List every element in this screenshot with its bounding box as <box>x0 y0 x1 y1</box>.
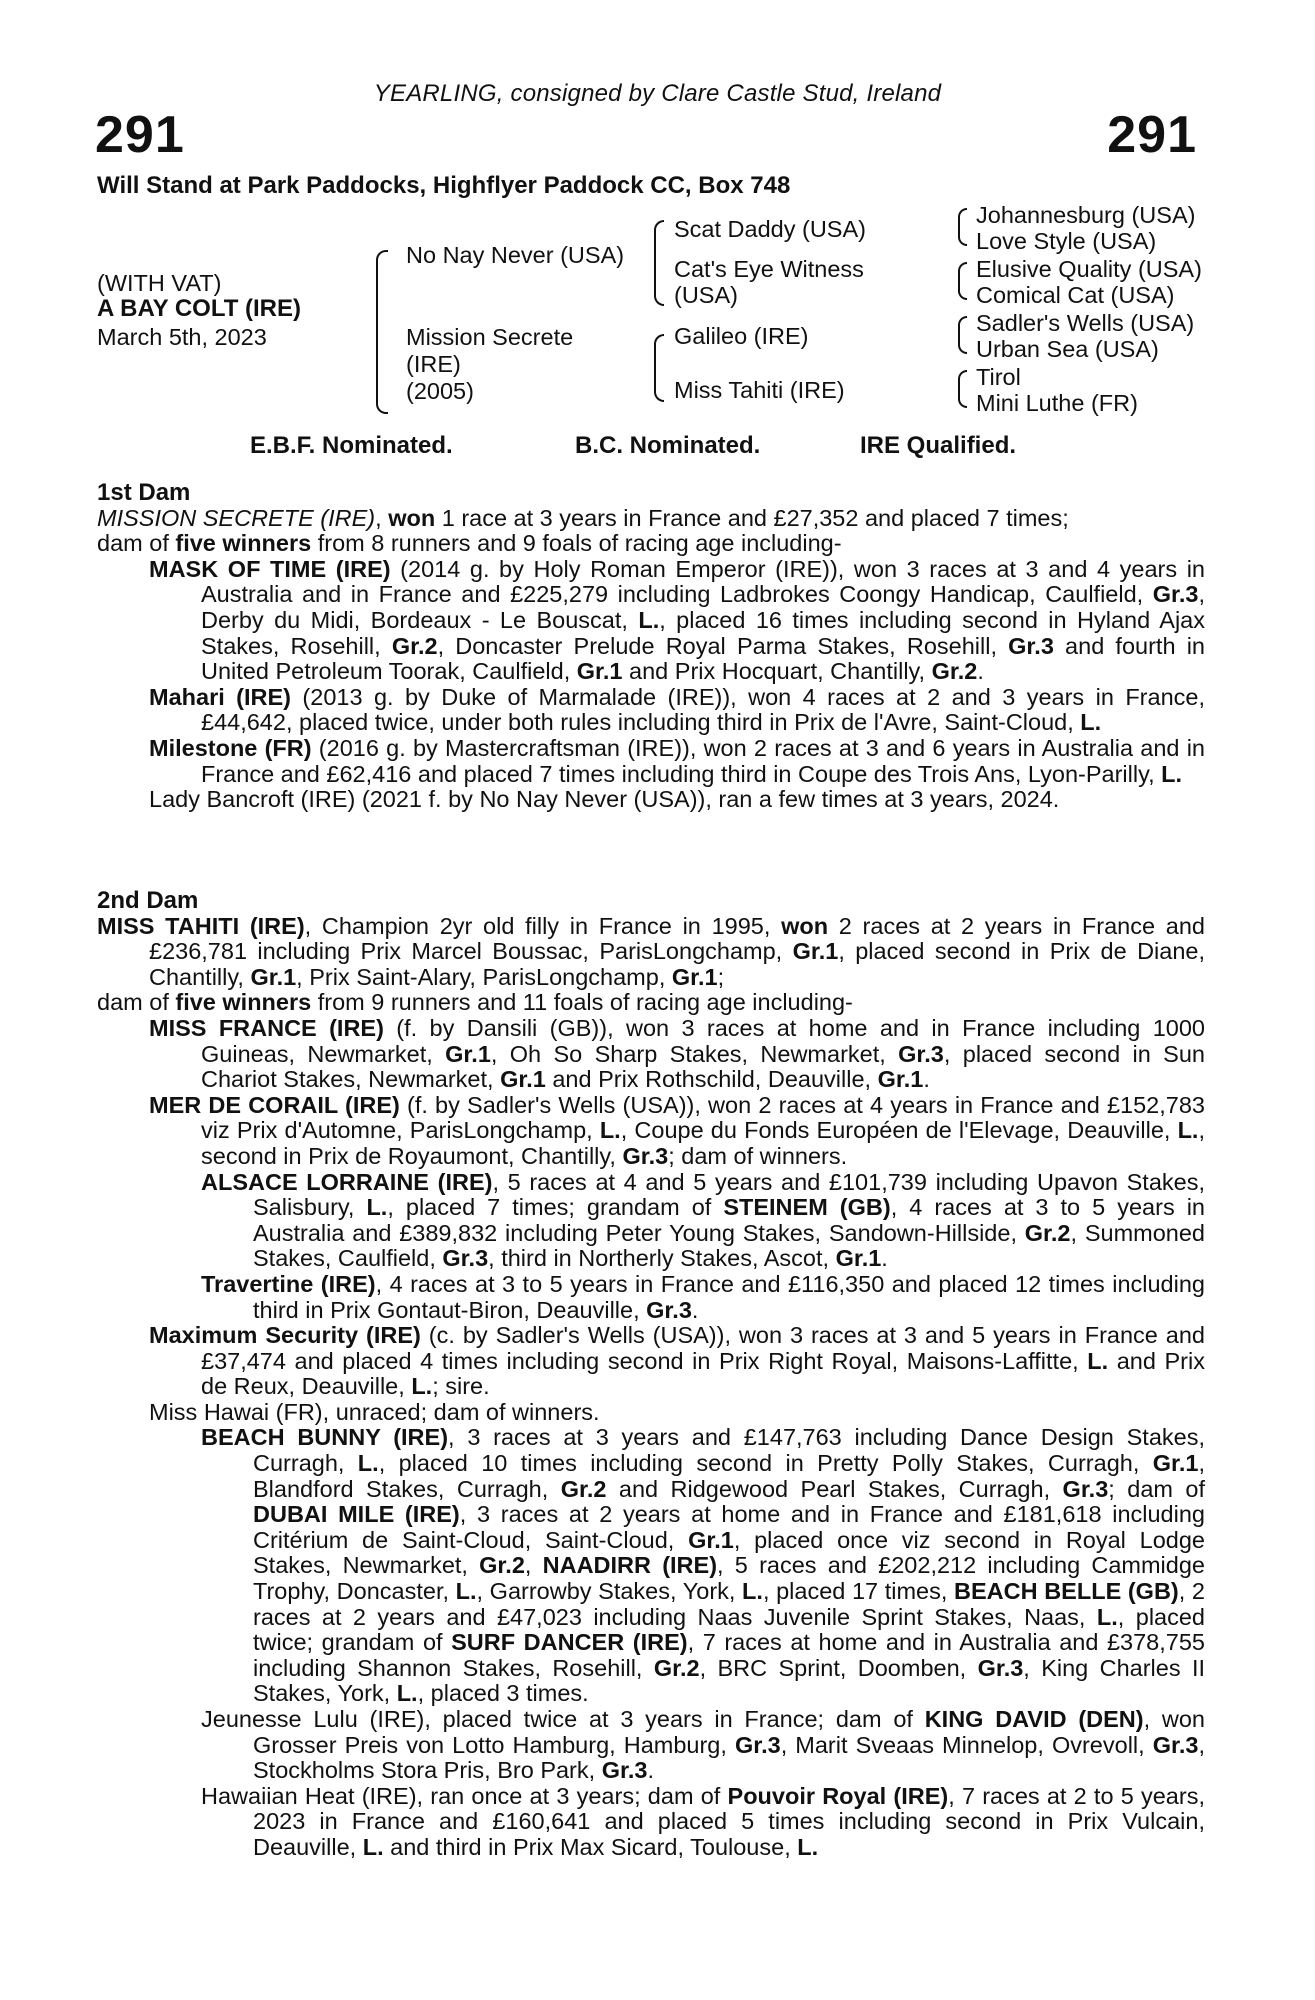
sire-name: No Nay Never (USA) <box>406 242 625 268</box>
sire-sire: Scat Daddy (USA) <box>674 216 866 242</box>
vat-note: (WITH VAT) <box>97 270 222 296</box>
dam-sire: Galileo (IRE) <box>674 323 809 349</box>
sire-dam-country: (USA) <box>674 282 738 308</box>
grandsire-3: Sadler's Wells (USA) <box>976 310 1195 336</box>
produce-miss-hawai: Miss Hawai (FR), unraced; dam of winners. <box>149 1398 600 1425</box>
sire-dam: Cat's Eye Witness <box>674 256 864 282</box>
pedigree-bracket-g4 <box>958 370 967 408</box>
dam-year: (2005) <box>406 378 474 404</box>
dam-name: Mission Secrete <box>406 324 574 350</box>
lot-number-left: 291 <box>95 106 185 164</box>
pedigree-bracket-parents <box>376 250 388 414</box>
first-dam-heading: 1st Dam <box>97 479 191 506</box>
ire-qualified: IRE Qualified. <box>860 432 1017 459</box>
produce-jeunesse-lulu: Jeunesse Lulu (IRE), placed twice at 3 years in France; dam of KING DAVID (DEN), won Grosser Preis von Lotto Hamburg, Hamburg, Gr.3, Marit Sveaas Minnelop, Ovrevoll, Gr.3, Stockholms Stora Pris, Bro Park, Gr.3. <box>201 1706 1205 1784</box>
produce-travertine: Travertine (IRE), 4 races at 3 to 5 years in France and £116,350 and placed 12 times including third in Prix Gontaut-Biron, Deauville, Gr.3. <box>201 1270 1205 1323</box>
granddam-1: Love Style (USA) <box>976 228 1157 254</box>
granddam-3: Urban Sea (USA) <box>976 336 1159 362</box>
pedigree-bracket-dam <box>654 334 664 402</box>
granddam-2: Comical Cat (USA) <box>976 282 1175 308</box>
pedigree-bracket-g3 <box>958 316 967 354</box>
grandsire-4: Tirol <box>976 364 1021 390</box>
produce-hawaiian-heat: Hawaiian Heat (IRE), ran once at 3 years; dam of Pouvoir Royal (IRE), 7 races at 2 to 5 years, 2023 in France and £160,641 and placed 5 times including second in Prix Vulcain, Deauville, L. and third in Prix Max Sicard, Toulouse, L. <box>201 1782 1205 1860</box>
grandsire-2: Elusive Quality (USA) <box>976 256 1202 282</box>
produce-miss-france: MISS FRANCE (IRE) (f. by Dansili (GB)), won 3 races at home and in France including 1000 Guineas, Newmarket, Gr.1, Oh So Sharp Stakes, Newmarket, Gr.3, placed second in Sun Chariot Stakes, Newmarket, Gr.1 and Prix Rothschild, Deauville, Gr.1. <box>149 1014 1205 1093</box>
granddam-4: Mini Luthe (FR) <box>976 390 1138 416</box>
grandsire-1: Johannesburg (USA) <box>976 202 1196 228</box>
first-dam-produce-summary: dam of five winners from 8 runners and 9 foals of racing age including- <box>97 530 842 557</box>
produce-mask-of-time: MASK OF TIME (IRE) (2014 g. by Holy Roman Emperor (IRE)), won 3 races at 3 and 4 years in Australia and in France and £225,279 including Ladbrokes Coongy Handicap, Caulfield, Gr.3, Derby du Midi, Bordeaux - Le Bouscat, L., placed 16 times including second in Hyland Ajax Stakes, Rosehill, Gr.2, Doncaster Prelude Royal Parma Stakes, Rosehill, Gr.3 and fourth in United Petroleum Toorak, Caulfield, Gr.1 and Prix Hocquart, Chantilly, Gr.2. <box>149 555 1205 685</box>
bc-nominated: B.C. Nominated. <box>575 432 761 459</box>
produce-mahari: Mahari (IRE) (2013 g. by Duke of Marmalade (IRE)), won 4 races at 2 and 3 years in France, £44,642, placed twice, under both rules including third in Prix de l'Avre, Saint-Cloud, L. <box>149 683 1205 736</box>
consignment-line: YEARLING, consigned by Clare Castle Stud, Ireland <box>373 80 942 107</box>
produce-maximum-security: Maximum Security (IRE) (c. by Sadler's Wells (USA)), won 3 races at 3 and 5 years in France and £37,474 and placed 4 times including second in Prix Right Royal, Maisons-Laffitte, L. and Prix de Reux, Deauville, L.; sire. <box>149 1322 1206 1400</box>
first-dam-record: MISSION SECRETE (IRE), won 1 race at 3 years in France and £27,352 and placed 7 times; <box>97 504 1069 531</box>
produce-alsace-lorraine: ALSACE LORRAINE (IRE), 5 races at 4 and 5 years and £101,739 including Upavon Stakes, Salisbury, L., placed 7 times; grandam of STEINEM (GB), 4 races at 3 to 5 years in Australia and £389,832 including Peter Young Stakes, Sandown-Hillside, Gr.2, Summoned Stakes, Caulfield, Gr.3, third in Northerly Stakes, Ascot, Gr.1. <box>201 1168 1205 1272</box>
stable-location: Will Stand at Park Paddocks, Highflyer Paddock CC, Box 748 <box>97 172 791 199</box>
produce-beach-bunny: BEACH BUNNY (IRE), 3 races at 3 years and £147,763 including Dance Design Stakes, Curragh, L., placed 10 times including second in Pretty Polly Stakes, Curragh, Gr.1, Blandford Stakes, Curragh, Gr.2 and Ridgewood Pearl Stakes, Curragh, Gr.3; dam of DUBAI MILE (IRE), 3 races at 2 years at home and in France and £181,618 including Critérium de Saint-Cloud, Saint-Cloud, Gr.1, placed once viz second in Royal Lodge Stakes, Newmarket, Gr.2, NAADIRR (IRE), 5 races and £202,212 including Cammidge Trophy, Doncaster, L., Garrowby Stakes, York, L., placed 17 times, BEACH BELLE (GB), 2 races at 2 years and £47,023 including Naas Juvenile Sprint Stakes, Naas, L., placed twice; grandam of SURF DANCER (IRE), 7 races at home and in Australia and £378,755 including Shannon Stakes, Rosehill, Gr.2, BRC Sprint, Doomben, Gr.3, King Charles II Stakes, York, L., placed 3 times. <box>201 1424 1206 1707</box>
second-dam-record: MISS TAHITI (IRE), Champion 2yr old filly in France in 1995, won 2 races at 2 years in France and £236,781 including Prix Marcel Boussac, ParisLongchamp, Gr.1, placed second in Prix de Diane, Chantilly, Gr.1, Prix Saint-Alary, ParisLongchamp, Gr.1; <box>97 912 1205 990</box>
lot-number-right: 291 <box>1107 106 1197 164</box>
horse-name: A BAY COLT (IRE) <box>97 295 302 322</box>
dam-dam: Miss Tahiti (IRE) <box>674 377 845 403</box>
pedigree-bracket-g2 <box>958 262 967 300</box>
produce-mer-de-corail: MER DE CORAIL (IRE) (f. by Sadler's Wells (USA)), won 2 races at 4 years in France and £152,783 viz Prix d'Automne, ParisLongchamp, L., Coupe du Fonds Européen de l'Elevage, Deauville, L., second in Prix de Royaumont, Chantilly, Gr.3; dam of winners. <box>149 1091 1205 1169</box>
second-dam-section <box>97 888 1205 1861</box>
pedigree-bracket-sire <box>654 220 664 306</box>
produce-milestone: Milestone (FR) (2016 g. by Mastercraftsman (IRE)), won 2 races at 3 and 6 years in Australia and in France and £62,416 and placed 7 times including third in Coupe des Trois Ans, Lyon-Parilly, L. <box>149 734 1205 787</box>
produce-lady-bancroft: Lady Bancroft (IRE) (2021 f. by No Nay Never (USA)), ran a few times at 3 years, 2024. <box>149 786 1060 813</box>
pedigree-bracket-g1 <box>958 208 967 246</box>
second-dam-heading: 2nd Dam <box>97 887 199 914</box>
first-dam-section <box>97 480 1205 813</box>
foaling-date: March 5th, 2023 <box>97 324 267 350</box>
dam-country: (IRE) <box>406 351 461 377</box>
ebf-nominated: E.B.F. Nominated. <box>250 432 453 459</box>
second-dam-produce-summary: dam of five winners from 9 runners and 11 foals of racing age including- <box>97 989 853 1016</box>
